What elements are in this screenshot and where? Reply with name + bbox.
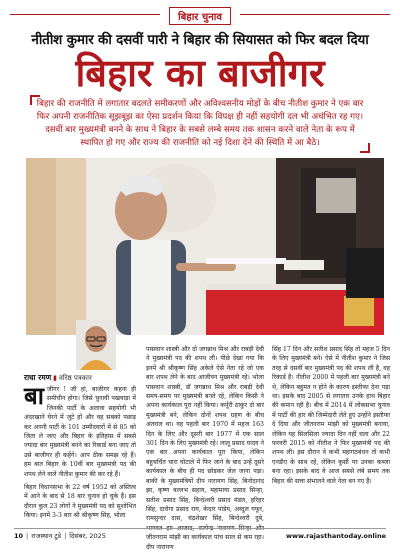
section-rule-left [10, 14, 160, 15]
column-1-text-1: जीगर ! जी हां, बाजीगर कहना ही समीचीन होगा। जिसे चुनावी पखवाड़ा में जिनकी पार्टी के अलावा सहयोगी भी अंदरखाने घेरने में जुटे हों और वह सबको पछाड़ कर अपनी पार्टी के 101 उम्मीदवारों में से 85 को जिता ले जाए और बिहार के इतिहास में सबसे ज्यादा बार मुख्यमंत्री बनने का रिकार्ड बना जाए तो उसे बाजीगर ही कहेंगे। आप ठीक समझ रहे हैं। हम बात बिहार के 10वीं बार मुख्यमंत्री पद की शपथ लेने वाले नीतीश कुमार की कर रहे हैं। [24, 386, 136, 478]
article-column-1 [24, 382, 136, 525]
lead-photo-illustration [26, 158, 384, 335]
author-role: वरिष्ठ पत्रकार [59, 374, 92, 382]
author-portrait [76, 320, 116, 370]
issue-date: दिसंबर, 2025 [69, 532, 106, 540]
main-headline: बिहार का बाजीगर [75, 51, 325, 95]
lead-photo [26, 158, 384, 335]
footer-left [14, 531, 106, 540]
article-column-2 [146, 345, 264, 556]
standfirst-text: बिहार की राजनीति में लगातार बदलते समीकरणों और अविश्वसनीय मोड़ों के बीच नीतीश कुमार ने एक बार फिर अपनी राजनीतिक सूझबूझ का ऐसा प्रदर्शन किया कि विपक्ष ही नहीं सहयोगी दल भी अचंभित रह गए। दसवीं बार मुख्यमंत्री बनने के साथ ने बिहार के सबसे लम्बे समय तक शासन करने वाले नेता के रूप में स्थापित हो गए और राज्य की राजनीति को नई दिशा देने की स्थिति में आ बैठे। [36, 99, 364, 148]
author-portrait-illustration [76, 320, 116, 370]
footer-divider-2: | [64, 532, 67, 540]
page-number: 10 [14, 532, 24, 540]
quote-corner-top-left [30, 95, 40, 105]
drop-cap: बा [24, 382, 44, 410]
section-tag [0, 5, 400, 25]
publication-name: राजस्थान टुडे [31, 532, 62, 540]
quote-corner-bottom-right [360, 143, 370, 153]
author-photo [64, 320, 128, 372]
byline-separator: ▮ [53, 374, 58, 382]
standfirst [36, 98, 364, 150]
kicker-headline: नीतीश कुमार की दसवीं पारी ने बिहार की सियासत को फिर बदल दिया [31, 32, 369, 48]
article-column-3 [272, 345, 390, 490]
column-3-paragraph-1: सिंह 17 दिन और सतीश प्रसाद सिंह तो महज 5 दिन के लिए मुख्यमंत्री बने। ऐसे में नीतीश कुमार ने जिस तरह से दसवीं बार मुख्यमंत्री पद की शपथ ली है, वह रिकार्ड है। नीतीश 2000 में पहली बार मुख्यमंत्री बने थे, लेकिन बहुमत न होने के कारण इस्तीफा देना पड़ा था। इसके बाद 2005 से लगातार उनके हाथ बिहार की कमान रही है। बीच में 2014 में लोकसभा चुनाव में पार्टी की हार की जिम्मेदारी लेते हुए उन्होंने इस्तीफा दे दिया और जीतनराम मांझी को मुख्यमंत्री बनाया, लेकिन यह सिलसिला ज्यादा दिन नहीं चला और 22 फरवरी 2015 को नीतीश ने फिर मुख्यमंत्री पद की शपथ ली। इस दौरान वे कभी महागठबंधन तो कभी एनडीए के साथ रहे, लेकिन कुर्सी पर उनका कब्जा बना रहा। इसके बाद वे आज सबसे लंबे समय तक बिहार की सत्ता संभालने वाले नेता बन गए हैं। [272, 346, 390, 485]
footer-divider: | [26, 532, 29, 540]
author-name: राधा रमण [24, 373, 52, 382]
page-footer [14, 528, 386, 540]
section-rule-right [240, 14, 390, 15]
website-link[interactable]: www.rajasthantoday.online [286, 531, 386, 540]
section-label: बिहार चुनाव [169, 7, 231, 25]
column-1-paragraph-1 [24, 382, 136, 479]
column-1-paragraph-2: बिहार विधानसभा के 22 वर्ष 1952 को अस्तित्व में आने के बाद से 18 बार चुनाव हो चुके हैं। इस दौरान कुल 23 लोगों ने मुख्यमंत्री पद को सुशोभित किया। इनमें 3-3 बार श्री श्रीकृष्ण सिंह, भोला [24, 484, 136, 520]
column-2-paragraph-1: पासवान शास्त्री और दो जगन्नाथ मिश्र और राबड़ी देवी ने मुख्यमंत्री पद की शपथ ली। पीछे देखा गया कि इनमें श्री श्रीकृष्ण सिंह अकेले ऐसे नेता रहे जो एक बार शपथ लेने के बाद आजीवन मुख्यमंत्री रहे। भोला पासवान शास्त्री, डॉ जगन्नाथ मिश्र और राबड़ी देवी समय-समय पर मुख्यमंत्री बनते रहे, लेकिन किसी ने अपना कार्यकाल पूरा नहीं किया। कर्पूरी ठाकुर दो बार मुख्यमंत्री बने, लेकिन दोनों शपथ ग्रहण के बीच अंतराल था। वह पहली बार 1970 में महज 163 दिन के लिए और दूसरी बार 1977 में एक साल 301 दिन के लिए मुख्यमंत्री रहे। लालू प्रसाद यादव ने एक बार अपना कार्यकाल पूरा किया, लेकिन बहुचर्चित चारा घोटाले में फिर जाने के बाद उन्हें दूसरे कार्यकाल के बीच ही पद छोड़कर जेल जाना पड़ा। बाकी के मुख्यमंत्रियों दीप नारायण सिंह, बिनोदानंद झा, कृष्ण बल्लभ सहाय, महामाया प्रसाद सिन्हा, सतीश प्रसाद सिंह, बिन्देश्वरी प्रसाद मंडल, हरिहर सिंह, दारोगा प्रसाद राय, केदार पांडेय, अब्दुल गफूर, रामसुन्दर दास, चंद्रशेखर सिंह, बिन्देश्वरी दुबे, भागवत झा आजाद, सत्येन्द्र नारायण सिन्हा और जीतनराम मांझी का कार्यकाल पांच साल से कम रहा। दीप नारायण [146, 346, 264, 551]
